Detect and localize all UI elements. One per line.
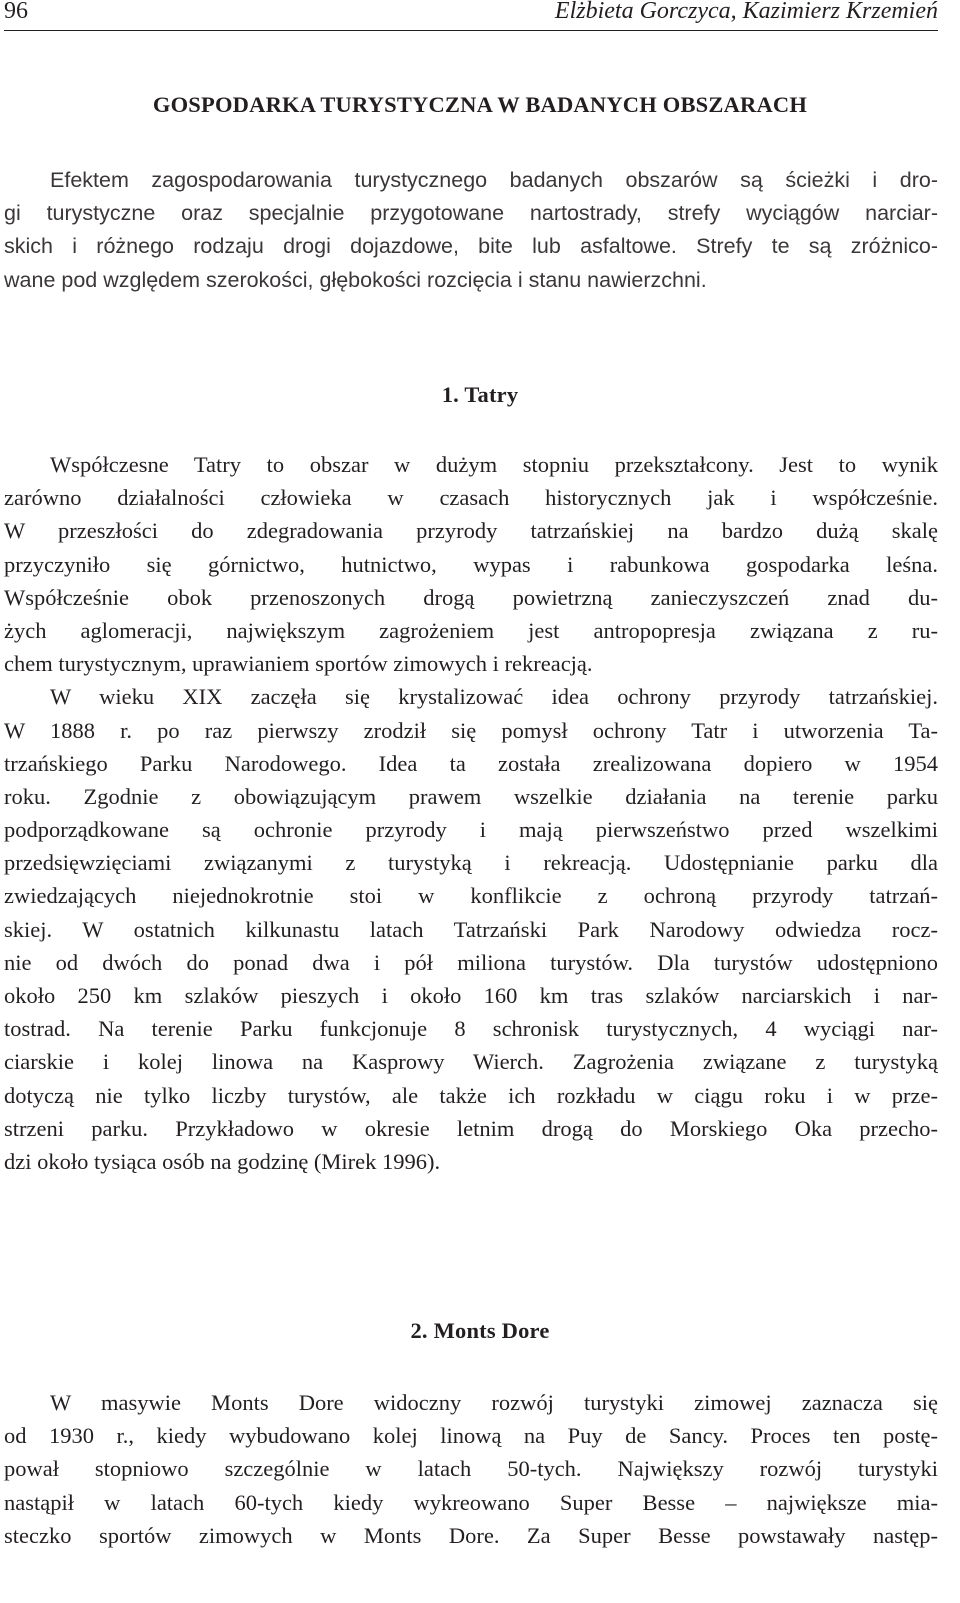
intro-paragraph <box>4 164 938 297</box>
text-line: zwiedzających niejednokrotnie stoi w konflikcie z ochroną przyrody tatrzań- <box>4 883 938 909</box>
page-number: 96 <box>4 0 28 24</box>
tatry-paragraph <box>4 448 938 1178</box>
text-line: dzi około tysiąca osób na godzinę (Mirek 1996). <box>4 1148 441 1174</box>
text-line: pował stopniowo szczególnie w latach 50-tych. Największy rozwój turystyki <box>4 1456 938 1482</box>
text-line: ciarskie i kolej linowa na Kasprowy Wierch. Zagrożenia związane z turystyką <box>4 1049 938 1075</box>
text-line: nastąpił w latach 60-tych kiedy wykreowano Super Besse – największe mia- <box>4 1489 938 1515</box>
text-line: nie od dwóch do ponad dwa i pół miliona turystów. Dla turystów udostępniono <box>4 949 938 975</box>
text-line: roku. Zgodnie z obowiązującym prawem wszelkie działania na terenie parku <box>4 783 938 809</box>
text-line: gi turystyczne oraz specjalnie przygotowane nartostrady, strefy wyciągów narciar- <box>4 201 938 226</box>
section-heading-monts-dore: 2. Monts Dore <box>410 1318 550 1343</box>
text-line: Efektem zagospodarowania turystycznego badanych obszarów są ścieżki i dro- <box>50 168 938 192</box>
text-line: skiej. W ostatnich kilkunastu latach Tatrzański Park Narodowy odwiedza rocz- <box>4 916 938 942</box>
text-line: Współcześnie obok przenoszonych drogą powietrzną zanieczyszczeń znad du- <box>4 584 938 610</box>
text-line: wane pod względem szerokości, głębokości rozcięcia i stanu nawierzchni. <box>4 267 707 292</box>
text-line: przyczyniło się górnictwo, hutnictwo, wypas i rabunkowa gospodarka leśna. <box>4 551 938 577</box>
text-line: skich i różnego rodzaju drogi dojazdowe, bite lub asfaltowe. Strefy te są zróżnico- <box>4 234 938 259</box>
text-line: W masywie Monts Dore widoczny rozwój turystyki zimowej zaznacza się <box>50 1390 938 1415</box>
running-title: Elżbieta Gorczyca, Kazimierz Krzemień <box>554 0 938 24</box>
text-line: od 1930 r., kiedy wybudowano kolej linową na Puy de Sancy. Proces ten postę- <box>4 1423 938 1449</box>
text-line: chem turystycznym, uprawianiem sportów zimowych i rekreacją. <box>4 651 593 677</box>
text-line: dotyczą nie tylko liczby turystów, ale także ich rozkładu w ciągu roku i w prze- <box>4 1082 938 1108</box>
text-line: żych aglomeracji, największym zagrożeniem jest antropopresja związana z ru- <box>4 617 938 643</box>
text-line: Współczesne Tatry to obszar w dużym stopniu przekształcony. Jest to wynik <box>50 452 938 477</box>
main-heading: GOSPODARKA TURYSTYCZNA W BADANYCH OBSZARACH <box>152 92 808 117</box>
running-header <box>4 0 938 31</box>
text-line: podporządkowane są ochronie przyrody i mają pierwszeństwo przed wszelkimi <box>4 817 938 843</box>
text-line: steczko sportów zimowych w Monts Dore. Za Super Besse powstawały następ- <box>4 1522 938 1548</box>
monts-dore-paragraph <box>4 1386 938 1552</box>
text-line: przedsięwzięciami związanymi z turystyką i rekreacją. Udostępnianie parku dla <box>4 850 938 876</box>
text-line: tostrad. Na terenie Parku funkcjonuje 8 schronisk turystycznych, 4 wyciągi nar- <box>4 1016 938 1042</box>
text-line: W 1888 r. po raz pierwszy zrodził się pomysł ochrony Tatr i utworzenia Ta- <box>4 717 938 743</box>
section-heading-tatry: 1. Tatry <box>441 382 519 407</box>
text-line: W przeszłości do zdegradowania przyrody tatrzańskiej na bardzo dużą skalę <box>4 518 938 544</box>
text-line: strzeni parku. Przykładowo w okresie letnim drogą do Morskiego Oka przecho- <box>4 1115 938 1141</box>
text-line: trzańskiego Parku Narodowego. Idea ta została zrealizowana dopiero w 1954 <box>4 750 938 776</box>
text-line: zarówno działalności człowieka w czasach historycznych jak i współcześnie. <box>4 485 938 511</box>
text-line: około 250 km szlaków pieszych i około 160 km tras szlaków narciarskich i nar- <box>4 983 938 1008</box>
text-line: W wieku XIX zaczęła się krystalizować idea ochrony przyrody tatrzańskiej. <box>50 684 938 710</box>
